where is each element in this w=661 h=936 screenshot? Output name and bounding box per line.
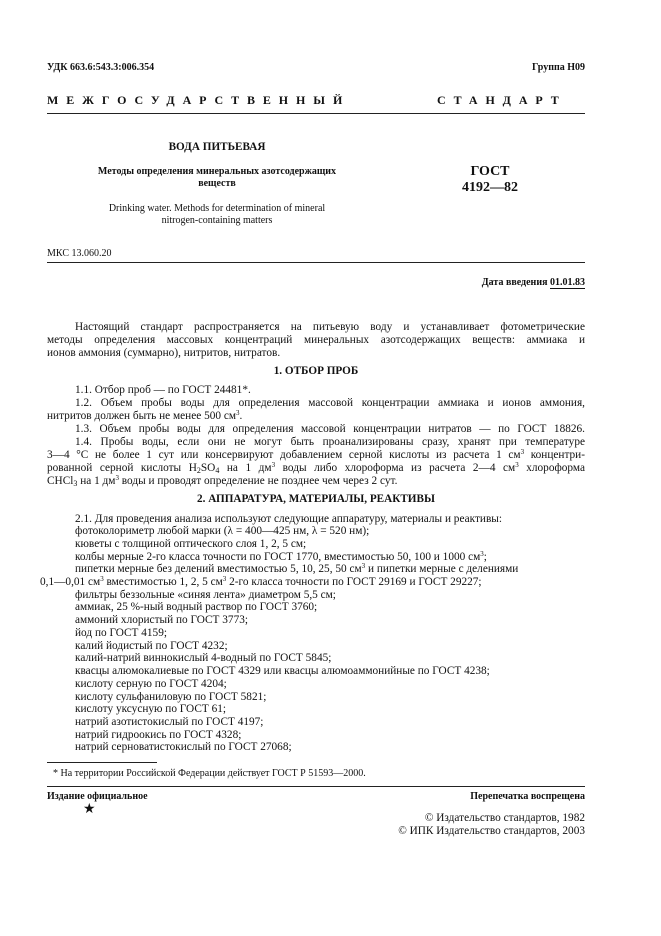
list-item: квасцы алюмокалиевые по ГОСТ 4329 или квасцы алюмоаммонийные по ГОСТ 4238; <box>75 665 490 677</box>
clause-1-3: 1.3. Объем пробы воды для определения массовой концентрации нитратов — по ГОСТ 18826. <box>75 423 585 435</box>
list-item: фотоколориметр любой марки (λ = 400—425 нм, λ = 520 нм); <box>75 525 370 537</box>
clause-1-4-line-3: рованной серной кислоты $H_2SO_4$ на 1 $дм^3$ воды либо хлороформа из расчета 2—4 $см^3$ хлороформа <box>47 461 585 475</box>
gost-label: ГОСТ <box>470 164 510 179</box>
list-item: калий йодистый по ГОСТ 4232; <box>75 640 228 652</box>
intro-line-1: Настоящий стандарт распространяется на питьевую воду и устанавливает фотометрические <box>75 321 585 333</box>
clause-1-4-line-1: 1.4. Пробы воды, если они не могут быть проанализированы сразу, хранят при температуре <box>75 436 585 448</box>
clause-1-1: 1.1. Отбор проб — по ГОСТ 24481*. <box>75 384 251 396</box>
list-item: фильтры беззольные «синяя лента» диаметром 5,5 см; <box>75 589 336 601</box>
udk-code: УДК 663.6:543.3:006.354 <box>47 62 155 73</box>
list-item: натрий серноватистокислый по ГОСТ 27068; <box>75 741 292 753</box>
banner-interstate: МЕЖГОСУДАРСТВЕННЫЙ <box>47 93 351 107</box>
clause-2-1: 2.1. Для проведения анализа используют следующие аппаратуру, материалы и реактивы: <box>75 513 503 525</box>
clause-1-4-line-2: 3—4 °С не более 1 сут или консервируют добавлением серной кислоты из расчета 1 $см^3$ концентри- <box>47 448 585 461</box>
clause-1-2-line-1: 1.2. Объем пробы воды для определения массовой концентрации аммиака и ионов аммония, <box>75 397 585 409</box>
section-1-heading: 1. ОТБОР ПРОБ <box>273 365 359 377</box>
list-item: 0,1—0,01 $см^3$ вместимостью 1, 2, 5 $см^3$ 2-го класса точности по ГОСТ 29169 и ГОСТ 29227; <box>40 575 482 588</box>
effective-date-value: 01.01.83 <box>550 277 585 288</box>
list-item: калий-натрий виннокислый 4-водный по ГОСТ 5845; <box>75 652 332 664</box>
subtitle-line-1: Методы определения минеральных азотсодержащих <box>97 166 337 177</box>
english-title-line-2: nitrogen-containing matters <box>161 215 273 226</box>
intro-line-3: ионов аммония (суммарно), нитритов, нитратов. <box>47 347 281 359</box>
subtitle-line-2: веществ <box>198 178 236 189</box>
clause-1-2-line-2: нитритов должен быть не менее 500 $см^3$. <box>47 409 243 422</box>
star-icon: ★ <box>83 802 96 817</box>
gost-number: 4192—82 <box>462 180 518 195</box>
list-item: кислоту сульфаниловую по ГОСТ 5821; <box>75 691 267 703</box>
official-edition: Издание официальное <box>47 791 148 802</box>
mks-code: МКС 13.060.20 <box>47 248 112 259</box>
effective-date-label: Дата введения <box>481 277 548 288</box>
list-item: аммоний хлористый по ГОСТ 3773; <box>75 614 249 626</box>
list-item: йод по ГОСТ 4159; <box>75 627 167 639</box>
effective-date <box>482 277 585 289</box>
list-item: аммиак, 25 %-ный водный раствор по ГОСТ 3760; <box>75 601 318 613</box>
footnote-rule <box>47 762 157 763</box>
reprint-notice: Перепечатка воспрещена <box>470 791 585 802</box>
intro-line-2: методы определения массовых концентраций минеральных азотсодержащих веществ: аммиака и <box>47 334 585 346</box>
mks-rule <box>47 262 585 263</box>
footnote: * На территории Российской Федерации действует ГОСТ Р 51593—2000. <box>53 768 366 779</box>
header-rule <box>47 113 585 114</box>
section-2-heading: 2. АППАРАТУРА, МАТЕРИАЛЫ, РЕАКТИВЫ <box>197 493 435 505</box>
clause-1-4-line-4: CHCl$_3$ на 1 $дм^3$ воды и проводят определение не позднее чем через 2 сут. <box>47 474 398 488</box>
list-item: натрий гидроокись по ГОСТ 4328; <box>75 729 242 741</box>
list-item: натрий азотистокислый по ГОСТ 4197; <box>75 716 264 728</box>
list-item: пипетки мерные без делений вместимостью 5, 10, 25, 50 $см^3$ и пипетки мерные с делениями <box>75 562 519 575</box>
list-item: кюветы с толщиной оптического слоя 1, 2, 5 см; <box>75 538 307 550</box>
list-item: колбы мерные 2-го класса точности по ГОСТ 1770, вместимостью 50, 100 и 1000 $см^3$; <box>75 550 487 563</box>
footer-rule <box>47 786 585 787</box>
copyright-1: © Издательство стандартов, 1982 <box>424 812 585 824</box>
list-item: кислоту серную по ГОСТ 4204; <box>75 678 227 690</box>
list-item: кислоту уксусную по ГОСТ 61; <box>75 703 227 715</box>
copyright-2: © ИПК Издательство стандартов, 2003 <box>398 825 585 837</box>
document-title: ВОДА ПИТЬЕВАЯ <box>168 141 266 153</box>
banner-standard: СТАНДАРТ <box>437 93 567 107</box>
group-code: Группа Н09 <box>532 62 585 73</box>
english-title-line-1: Drinking water. Methods for determination of mineral <box>108 203 326 214</box>
